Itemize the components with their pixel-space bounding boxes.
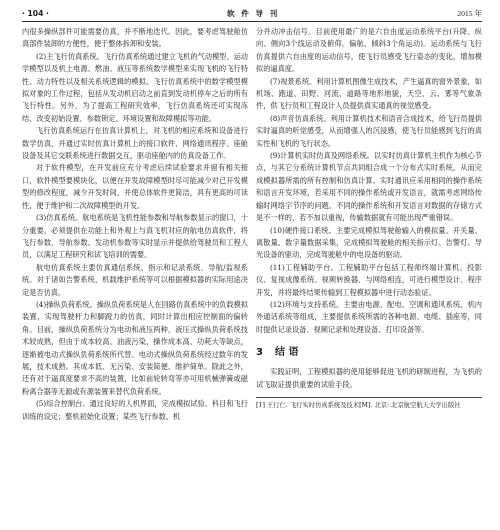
section-title: 结 语 — [274, 347, 299, 359]
paragraph: 航电仿真系统主要仿真通信系统、指示和记录系统、导航/监视系统。对于诸如告警系统、机载维护系统等可以根据模拟器的实际用途决定是否仿真。 — [22, 262, 248, 297]
paragraph: (4)操纵负荷系统。操纵负荷系统是人在回路仿真系统中的负载模拟装置，实现驾驶杆力和脚蹬力的仿真，同时计算出相应控制面的偏转角。目前，操纵负荷系统分为电动和液压两种，液压式操纵负荷系统技术较成熟，但由于成本较高、油液污染、操作成本高、功耗大等缺点，逐渐被电动式操纵负荷系统所代替。电动式操纵负荷系统经过数年的发展，技术成熟。其成本低、无污染、安装简便、维护简单。除此之外，还有对于逼真度要求不高的装置，比如前轮转弯等亦可用机械弹簧或磁粉离合器等无源或有源装置来替代负荷系统。 — [22, 299, 248, 396]
references — [256, 397, 482, 410]
paragraph: 分并动冲击信号。目前使用最广的是六自由度运动系统平台(升降、纵向、侧向3个线运动及俯仰、偏航、倾斜3个角运动)。运动系统与飞行仿真提供六自由度的运动信号，使飞行员感受飞行姿态的变化，增加模拟的逼真度。 — [256, 27, 482, 74]
paragraph: (8)声音仿真系统。利用计算机技术和语音合成技术，给飞行员提供实时逼真的听觉感受，从而增强人的沉浸感，使飞行员能感到飞行的真实性和飞机的飞行状态。 — [256, 113, 482, 148]
paragraph: 飞行仿真系统运行在仿真计算机上，对飞机的相应系统和设备进行数学仿真，并通过实时仿真计算机上的接口软件、网络通讯程序、座舱设备及其它交联系统进行数据交互，驱动座舱内的仿真设备工作。 — [22, 126, 248, 161]
paragraph: (10)硬件接口系统。主要完成模拟驾驶舱输入的模拟量、开关量、离散量、数字量数据采集，完成模拟驾驶舱的相关指示灯、告警灯、导光设备的驱动，完成驾驶舱中的电设备的驱动。 — [256, 225, 482, 260]
issue-year: 2015 年 — [457, 8, 482, 18]
page-number: · 104 · — [22, 8, 49, 18]
paragraph: (11)工程辅助平台。工程辅助平台包括工程师终端计算机、投影仪、复视成像系统、视频转换器、与网络相连，可进行模型设计、程序开发，并将最终结果传输到工程模拟器中进行动态验证。 — [256, 262, 482, 297]
paragraph: (12)环境与支持系统。主要由电源、配电、空调和通风系统、机内外通话系统等组成，主要提供系统所需的各种电源、电缆、插座等，同时提供记录设备、视频记录和处理设备、打印设备等。 — [256, 299, 482, 334]
section-number: 3 — [256, 347, 263, 359]
conclusion-paragraph: 实践证明，工程模拟器的使用能够促进飞机的研制进程，为飞机的试飞取证提供重要的试验手段。 — [256, 367, 482, 389]
paragraph: (3)仿真系统。航电系统是飞机性能参数和导航参数显示的窗口，十分重要，必须提供在功能上和外观上与真飞机对应的航电仿真软件，将飞行参数、导航参数、发动机参数等实时显示并提供给驾驶员和工程人员，以满足工程研究和试飞培训的需要。 — [22, 213, 248, 260]
section-heading — [256, 346, 482, 360]
journal-title: 软 件 导 刊 — [226, 8, 280, 18]
right-column — [256, 26, 482, 410]
paragraph: 对于软件模型，在开发前应充分考虑后续试验要求并留有相关接口，软件模型要模块化，以便在开发故障模型时尽可能减少对已开发模型的修改程度，减少开发时间，并使总体软件更简洁，具有更高的可读性，便于维护和二次故障模型的开发。 — [22, 163, 248, 210]
paragraph: (5)综合控制台。通过良好的人机界面，完成模拟试验、科目和飞行训练的设定；整机初始化设置；某些飞行参数、机 — [22, 399, 248, 421]
paragraph: (7)视景系统。利用计算机图像生成技术，产生逼真的窗外景象，如机场、跑道、田野、河流、道路等地形地貌，天空、云、雾等气象条件，供飞行员和工程设计人员提供真实通真的视觉感受。 — [256, 76, 482, 111]
paragraph: (9)计算机实时仿真及网络系统。以实时仿真计算机主机作为核心节点，与其它分系统计算机节点共同组合成一个分布式实时系统，从而完成模拟器所需的所有控制和仿真计算。实时通讯应采用相同的操作系统和语言开发环境，若采用不同的操作系统或开发语言，就需考虑网络传输时网络字节序的问题。不同的操作系统和开发语言对数据的存储方式是不一样的，若不加以重视，传输数据就有可能出现严重错误。 — [256, 151, 482, 223]
running-header — [22, 5, 482, 22]
paragraph: (2)主飞行仿真系统。飞行仿真系统通过建立飞机的气动模型、运动学模型以及机上电源、燃油、液压等系统数学模型来实现飞机的飞行特性、动力特性以及相关系统逻辑的模拟。飞行仿真系统中的数学模型模拟对象的工作过程，包括从发动机启动之前直到发动机停车之后的所有飞行特性。另外，为了提高工程研究效率，飞行仿真系统还可实现冻结、改变初始设置、参数锁定、环境设置和故障模拟等功能。 — [22, 51, 248, 123]
paragraph: 内很多操纵部件可能需要仿真，并不断地迭代。因此，要考虑驾驶舱仿真部件装卸的方便性，便于整体拆卸和安装。 — [22, 27, 248, 49]
left-column — [22, 26, 248, 423]
reference-item: [1] 王行仁. 飞行实时仿真系统及技术[M]. 北京: 北京航空航天大学出版社 — [256, 401, 461, 409]
